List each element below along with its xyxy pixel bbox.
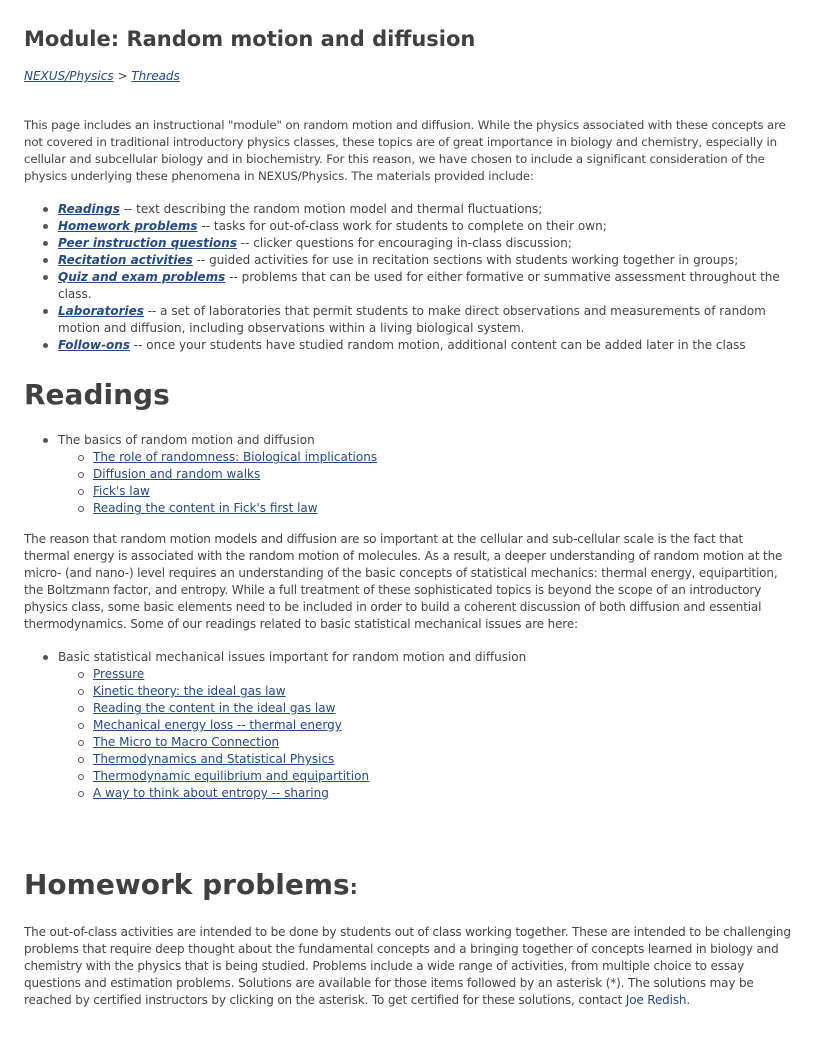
homework-paragraph: The out-of-class activities are intended to be done by students out of class working together. These are intended to be challenging problems that require deep thought about the fundamental concepts and a bringing together of concepts learned in biology and chemistry with the physics that is being studied. Problems include a wide range of activities, from multiple choice to essay questions and estimation problems. Solutions are available for those items followed by an asterisk (*). The solutions may be reached by certified instructors by clicking on the asterisk. To get certified for these solutions, contact Joe Redish. (24, 925, 791, 1007)
list-item (93, 666, 792, 683)
page-title: Module: Random motion and diffusion (24, 27, 476, 51)
breadcrumb-separator: > (117, 69, 128, 83)
list-item (93, 785, 792, 802)
reading-link-diffusion-random-walks[interactable]: Diffusion and random walks (93, 467, 261, 481)
materials-recitation-link[interactable]: Recitation activities (58, 253, 193, 267)
list-item (93, 751, 792, 768)
list-item (93, 768, 792, 785)
list-item: Basic statistical mechanical issues important for random motion and diffusion Pressure Kinetic theory: the ideal gas law Reading the content in the ideal gas law Mechanical energy loss -- thermal energy The Micro to Macro Connection Thermodynamics and Statistical Physics Thermodynamic equilibrium and equipartition A way to think about entropy -- sharing (58, 649, 792, 802)
breadcrumb (24, 68, 792, 85)
list-item: Peer instruction questions -- clicker questions for encouraging in-class discussion; (58, 235, 792, 252)
materials-peer-instruction-link[interactable]: Peer instruction questions (58, 236, 237, 250)
reading-link-kinetic-theory[interactable]: Kinetic theory: the ideal gas law (93, 684, 286, 698)
reading-link-mechanical-energy-loss[interactable]: Mechanical energy loss -- thermal energy (93, 718, 342, 732)
reading-link-ficks-first-law[interactable]: Reading the content in Fick's first law (93, 501, 318, 515)
list-item: Recitation activities -- guided activities for use in recitation sections with students working together in groups; (58, 252, 792, 269)
reading-link-pressure[interactable]: Pressure (93, 667, 145, 681)
homework-heading: Homework problems: (24, 868, 358, 901)
breadcrumb-nexus-physics[interactable]: NEXUS/Physics (24, 69, 114, 83)
list-item (93, 683, 792, 700)
readings-basics-list (24, 432, 792, 517)
reading-link-entropy-sharing[interactable]: A way to think about entropy -- sharing (93, 786, 329, 800)
list-item: Readings -- text describing the random motion model and thermal fluctuations; (58, 201, 792, 218)
materials-laboratories-link[interactable]: Laboratories (58, 304, 144, 318)
materials-readings-link[interactable]: Readings (58, 202, 120, 216)
readings-heading: Readings (24, 378, 170, 411)
materials-homework-link[interactable]: Homework problems (58, 219, 198, 233)
list-item: Homework problems -- tasks for out-of-class work for students to complete on their own; (58, 218, 792, 235)
list-item: The basics of random motion and diffusion The role of randomness: Biological implications Diffusion and random walks Fick's law Reading the content in Fick's first law (58, 432, 792, 517)
materials-follow-ons-link[interactable]: Follow-ons (58, 338, 130, 352)
list-item: Follow-ons -- once your students have studied random motion, additional content can be added later in the class (58, 337, 792, 354)
list-item (93, 500, 792, 517)
reading-link-thermo-statphys[interactable]: Thermodynamics and Statistical Physics (93, 752, 335, 766)
list-item (93, 734, 792, 751)
reading-link-micro-macro[interactable]: The Micro to Macro Connection (93, 735, 280, 749)
materials-list (24, 201, 792, 354)
list-item: Quiz and exam problems -- problems that can be used for either formative or summative assessment throughout the class. (58, 269, 792, 303)
list-item (93, 466, 792, 483)
list-item (93, 717, 792, 734)
reading-link-equipartition[interactable]: Thermodynamic equilibrium and equipartition (93, 769, 370, 783)
list-item: Laboratories -- a set of laboratories that permit students to make direct observations and measurements of random motion and diffusion, including observations within a living biological system. (58, 303, 792, 337)
readings-paragraph: The reason that random motion models and diffusion are so important at the cellular and sub-cellular scale is the fact that thermal energy is associated with the random motion of molecules. As a result, a deeper understanding of random motion at the micro- (and nano-) level requires an understanding of the basic concepts of statistical mechanics: thermal energy, equipartition, the Boltzmann factor, and entropy. While a full treatment of these sophisticated topics is beyond the scope of an introductory physics class, some basic elements need to be included in order to build a coherent discussion of both diffusion and essential thermodynamics. Some of our readings related to basic statistical mechanical issues are here: (24, 532, 783, 631)
list-item (93, 449, 792, 466)
list-item (93, 483, 792, 500)
breadcrumb-threads[interactable]: Threads (131, 69, 180, 83)
intro-paragraph: This page includes an instructional "module" on random motion and diffusion. While the physics associated with these concepts are not covered in traditional introductory physics classes, these topics are of great importance in biology and chemistry, especially in cellular and subcellular biology and in biochemistry. For this reason, we have chosen to include a significant consideration of the physics underlying these phenomena in NEXUS/Physics. The materials provided include: (24, 118, 786, 183)
reading-link-role-of-randomness[interactable]: The role of randomness: Biological implications (93, 450, 378, 464)
reading-link-ficks-law[interactable]: Fick's law (93, 484, 150, 498)
contact-joe-redish-link[interactable]: Joe Redish (625, 993, 687, 1007)
readings-statmech-list (24, 649, 792, 802)
list-item (93, 700, 792, 717)
reading-link-ideal-gas-content[interactable]: Reading the content in the ideal gas law (93, 701, 336, 715)
materials-quiz-exam-link[interactable]: Quiz and exam problems (58, 270, 226, 284)
